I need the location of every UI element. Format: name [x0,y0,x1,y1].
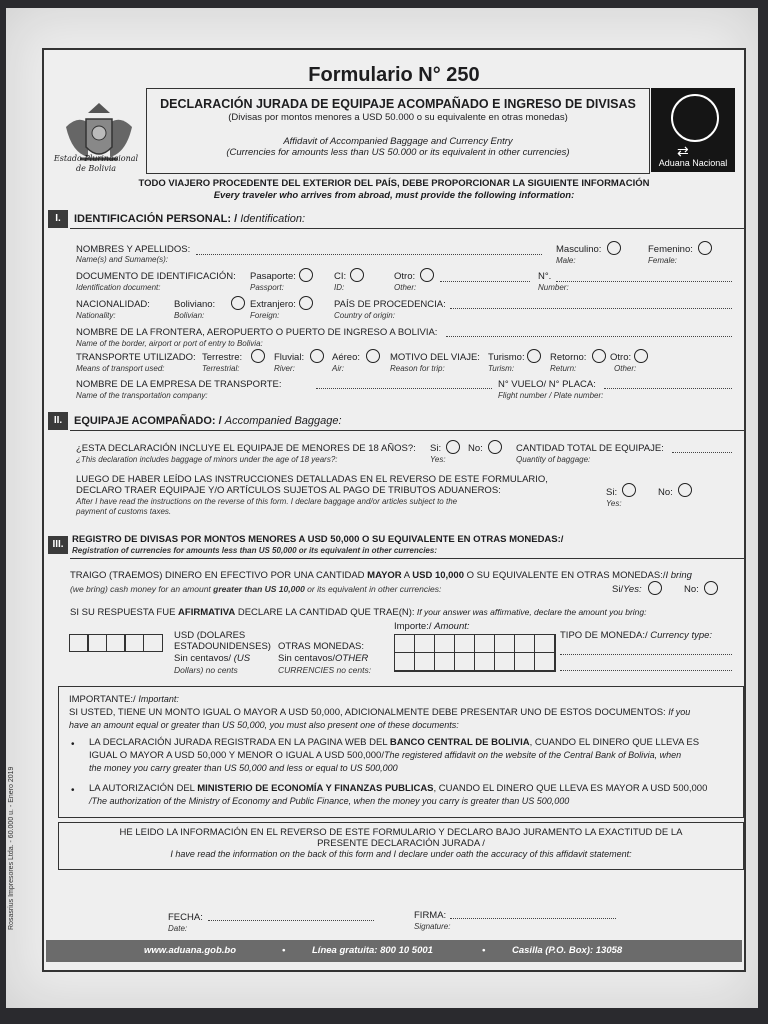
other-currency-label-2: Sin centavos/OTHER [278,653,369,664]
female-label-en: Female: [648,256,677,265]
footer-bullet-1: • [282,945,286,956]
cash-yes-label: Si/Yes: [612,584,642,595]
minors-yes-radio[interactable] [446,440,460,454]
minors-no-radio[interactable] [488,440,502,454]
origin-label: PAÍS DE PROCEDENCIA: [334,299,446,310]
if-yes-line: SI SU RESPUESTA FUE AFIRMATIVA DECLARE LA CANTIDAD QUE TRAE(N): If your answer was affirmative, declare the amount you bring: [70,607,647,618]
cash-no-radio[interactable] [704,581,718,595]
river-label-en: River: [274,364,295,373]
minors-yes-label: Si: [430,443,442,454]
return-radio[interactable] [592,349,606,363]
names-field[interactable] [196,254,542,255]
male-label: Masculino: [556,244,602,255]
passport-label-en: Passport: [250,283,284,292]
border-label: NOMBRE DE LA FRONTERA, AEROPUERTO O PUERTO DE INGRESO A BOLIVIA: [76,327,438,338]
important-line-en: have an amount equal or greater than US 50,000, you must also present one of these documents: [69,720,459,730]
cash-yes-radio[interactable] [648,581,662,595]
qty-label: CANTIDAD TOTAL DE EQUIPAJE: [516,443,664,454]
land-label: Terrestre: [202,352,243,363]
declaration-line-2: PRESENTE DECLARACIÓN JURADA / [317,838,485,849]
section-1-title: IDENTIFICACIÓN PERSONAL: / Identification: [74,213,306,225]
names-label-en: Name(s) and Sumame(s): [76,255,169,264]
declaration-box [58,822,744,870]
bullet-1: • [71,739,75,750]
air-radio[interactable] [366,349,380,363]
river-label: Fluvial: [274,352,305,363]
currency-type-label: TIPO DE MONEDA:/ Currency type: [560,630,713,641]
tourism-label-en: Turism: [488,364,515,373]
title-box [146,88,650,174]
date-label-en: Date: [168,924,188,933]
important-line: SI USTED, TIENE UN MONTO IGUAL O MAYOR A USD 50,000, ADICIONALMENTE DEBE PRESENTAR UNO DE ESTOS DOCUMENTOS: If you [69,707,691,718]
declaration-line-1: HE LEIDO LA INFORMACIÓN EN EL REVERSO DE ESTE FORMULARIO Y DECLARO BAJO JURAMENTO LA EXACTITUD DE LA [119,827,683,838]
date-label: FECHA: [168,912,203,923]
return-label: Retorno: [550,352,587,363]
female-label: Femenino: [648,244,693,255]
carry-line-en: (we bring) cash money for an amount greater than US 10,000 or its equivalent in other currencies: [70,584,442,594]
bolivian-radio[interactable] [231,296,245,310]
usd-label-1: USD (DOLARES [174,630,246,641]
foreign-label-en: Foreign: [250,311,280,320]
important-box [58,686,744,818]
printer-credit: Rosasrius Impresores Ltda. - 60.000 u. - Enero 2019 [8,766,15,930]
seal-icon [671,94,719,142]
instruction-en: Every traveler who arrives from abroad, must provide the following information: [213,190,575,201]
section-3-line [70,558,744,559]
ci-label-en: ID: [334,283,345,292]
female-radio[interactable] [698,241,712,255]
state-caption: Estado Plurinacional de Bolivia [53,154,139,173]
customs-yes-label: Si: [606,487,618,498]
company-label-en: Name of the transportation company: [76,391,208,400]
cash-no-label: No: [684,584,699,595]
foreign-radio[interactable] [299,296,313,310]
footer-hotline: Línea gratuita: 800 10 5001 [312,945,433,956]
return-label-en: Return: [550,364,577,373]
other-reason-label-en: Other: [614,364,637,373]
section-3-title-en: Registration of currencies for amounts less than US 50,000 or its equivalent in other currencies: [72,546,437,555]
ci-radio[interactable] [350,268,364,282]
instruction-es: TODO VIAJERO PROCEDENTE DEL EXTERIOR DEL PAÍS, DEBE PROPORCIONAR LA SIGUIENTE INFORMACIÓN [138,178,650,189]
origin-field[interactable] [450,308,732,309]
declaration-line-3: I have read the information on the back of this form and I declare under oath the accuracy of this affidavit statement: [170,849,632,859]
other-reason-label: Otro: [610,352,632,363]
other-doc-label-en: Other: [394,283,417,292]
amount-label: Importe:/ Amount: [394,621,470,632]
land-label-en: Terrestrial: [202,364,240,373]
number-label-en: Number: [538,283,569,292]
signature-field[interactable] [450,918,616,919]
company-label: NOMBRE DE LA EMPRESA DE TRANSPORTE: [76,379,282,390]
usd-label-4: Dollars) no cents [174,665,238,675]
section-2-title: EQUIPAJE ACOMPAÑADO: / Accompanied Baggage: [74,415,342,427]
currency-type-field-2[interactable] [560,670,732,671]
number-label: N°. [538,271,552,282]
foreign-label: Extranjero: [250,299,296,310]
footer-pobox: Casilla (P.O. Box): 13058 [512,945,623,956]
air-label-en: Air: [332,364,344,373]
agency-name: Aduana Nacional [658,158,728,168]
bolivian-label: Boliviano: [174,299,216,310]
origin-label-en: Country of origin: [334,311,395,320]
minors-no-label: No: [468,443,483,454]
usd-label-2: ESTADOUNIDENSES) [174,641,271,652]
land-radio[interactable] [251,349,265,363]
passport-label: Pasaporte: [250,271,296,282]
transport-label-en: Means of transport used: [76,364,165,373]
arrows-icon: ⇄ [677,143,689,159]
nationality-label: NACIONALIDAD: [76,299,150,310]
subtitle-en: (Currencies for amounts less than US 50.000 or its equivalent in other currencies) [226,147,570,158]
passport-radio[interactable] [299,268,313,282]
footer-bar [46,940,742,962]
footer-website: www.aduana.gob.bo [144,945,237,956]
other-currency-label-1: OTRAS MONEDAS: [278,641,365,652]
minors-label: ¿ESTA DECLARACIÓN INCLUYE EL EQUIPAJE DE MENORES DE 18 AÑOS?: [76,443,416,454]
customs-yes-label-en: Yes: [606,499,622,508]
border-field[interactable] [446,336,732,337]
other-doc-label: Otro: [394,271,416,282]
other-doc-field[interactable] [440,281,530,282]
important-title: IMPORTANTE:/ Important: [69,694,179,705]
tourism-label: Turismo: [488,352,525,363]
title-es: DECLARACIÓN JURADA DE EQUIPAJE ACOMPAÑADO E INGRESO DE DIVISAS [160,97,636,111]
section-3-title: REGISTRO DE DIVISAS POR MONTOS MENORES A USD 50,000 O SU EQUIVALENTE EN OTRAS MONEDAS:/ [72,534,564,545]
section-1-number: I. [48,210,68,228]
customs-no-label: No: [658,487,673,498]
signature-label-en: Signature: [414,922,451,931]
customs-yes-radio[interactable] [622,483,636,497]
names-label: NOMBRES Y APELLIDOS: [76,244,191,255]
bullet-2-text: LA AUTORIZACIÓN DEL MINISTERIO DE ECONOMÍA Y FINANZAS PUBLICAS, CUANDO EL DINERO QUE LLEVA ES MAYOR A USD 500,000 /The authorization of the Ministry of Economy and Public Finance, when the money you carry is greater than US 500,000 [89,783,708,806]
currency-type-field-1[interactable] [560,654,732,655]
bullet-1-text: LA DECLARACIÓN JURADA REGISTRADA EN LA PAGINA WEB DEL BANCO CENTRAL DE BOLIVIA, CUANDO EL DINERO QUE LLEVA ES IGUAL O MAYOR A USD 50,000 Y MENOR O IGUAL A USD 500,000/The registered affidavit on the website of the Central Bank of Bolivia, when the money you carry greater than US 50,000 and less or equal to US 500,000 [89,737,700,773]
minors-label-en: ¿This declaration includes baggage of minors under the age of 18 years?: [76,455,338,464]
doc-number-field[interactable] [556,281,732,282]
declare-en-line-1: After I have read the instructions on the reverse of this form. I declare baggage and/or articles subject to the [76,497,458,506]
section-3-number: III. [48,536,68,554]
customs-logo [651,88,735,172]
air-label: Aéreo: [332,352,360,363]
reason-label-en: Reason for trip: [390,364,445,373]
nationality-label-en: Nationality: [76,311,116,320]
bolivian-label-en: Bolivian: [174,311,205,320]
footer-bullet-2: • [482,945,486,956]
carry-line-es: TRAIGO (TRAEMOS) DINERO EN EFECTIVO POR UNA CANTIDAD MAYOR A USD 10,000 O SU EQUIVALENTE EN OTRAS MONEDAS:/I bring [70,570,692,581]
other-reason-radio[interactable] [634,349,648,363]
paper-sheet [6,8,758,1008]
male-label-en: Male: [556,256,576,265]
flight-label: N° VUELO/ N° PLACA: [498,379,596,390]
declare-en-line-2: payment of customs taxes. [76,507,172,516]
minors-yes-label-en: Yes: [430,455,446,464]
doc-label-en: Identification document: [76,283,161,292]
reason-label: MOTIVO DEL VIAJE: [390,352,480,363]
flight-field[interactable] [604,388,732,389]
subtitle-es: (Divisas por montos menores a USD 50.000 o su equivalente en otras monedas) [228,112,568,123]
usd-amount-boxes[interactable] [70,634,163,652]
declare-line-2: DECLARO TRAER EQUIPAJE Y/O ARTÍCULOS SUJETOS AL PAGO DE TRIBUTOS ADUANEROS: [76,485,501,496]
other-amount-grid[interactable] [394,634,556,672]
title-en: Affidavit of Accompanied Baggage and Currency Entry [283,136,513,147]
border-label-en: Name of the border, airport or port of entry to Bolivia: [76,339,263,348]
ci-label: CI: [334,271,347,282]
signature-label: FIRMA: [414,910,447,921]
section-1-line [70,228,744,229]
section-2-line [70,430,744,431]
other-currency-label-3: CURRENCIES no cents: [278,665,372,675]
customs-no-radio[interactable] [678,483,692,497]
transport-label: TRANSPORTE UTILIZADO: [76,352,196,363]
form-number: Formulario N° 250 [308,64,480,86]
doc-label: DOCUMENTO DE IDENTIFICACIÓN: [76,271,236,282]
flight-label-en: Flight number / Plate number: [498,391,604,400]
form-frame [8,48,746,972]
tourism-radio[interactable] [527,349,541,363]
male-radio[interactable] [607,241,621,255]
river-radio[interactable] [310,349,324,363]
qty-label-en: Quantity of baggage: [516,455,591,464]
qty-field[interactable] [672,452,732,453]
company-field[interactable] [316,388,492,389]
coat-of-arms-icon [58,82,140,192]
declare-line-1: LUEGO DE HABER LEÍDO LAS INSTRUCCIONES DETALLADAS EN EL REVERSO DE ESTE FORMULARIO, [76,474,548,485]
bullet-2: • [71,785,75,796]
other-doc-radio[interactable] [420,268,434,282]
section-2-number: II. [48,412,68,430]
usd-label-3: Sin centavos/ (US [174,653,251,664]
date-field[interactable] [208,920,374,921]
